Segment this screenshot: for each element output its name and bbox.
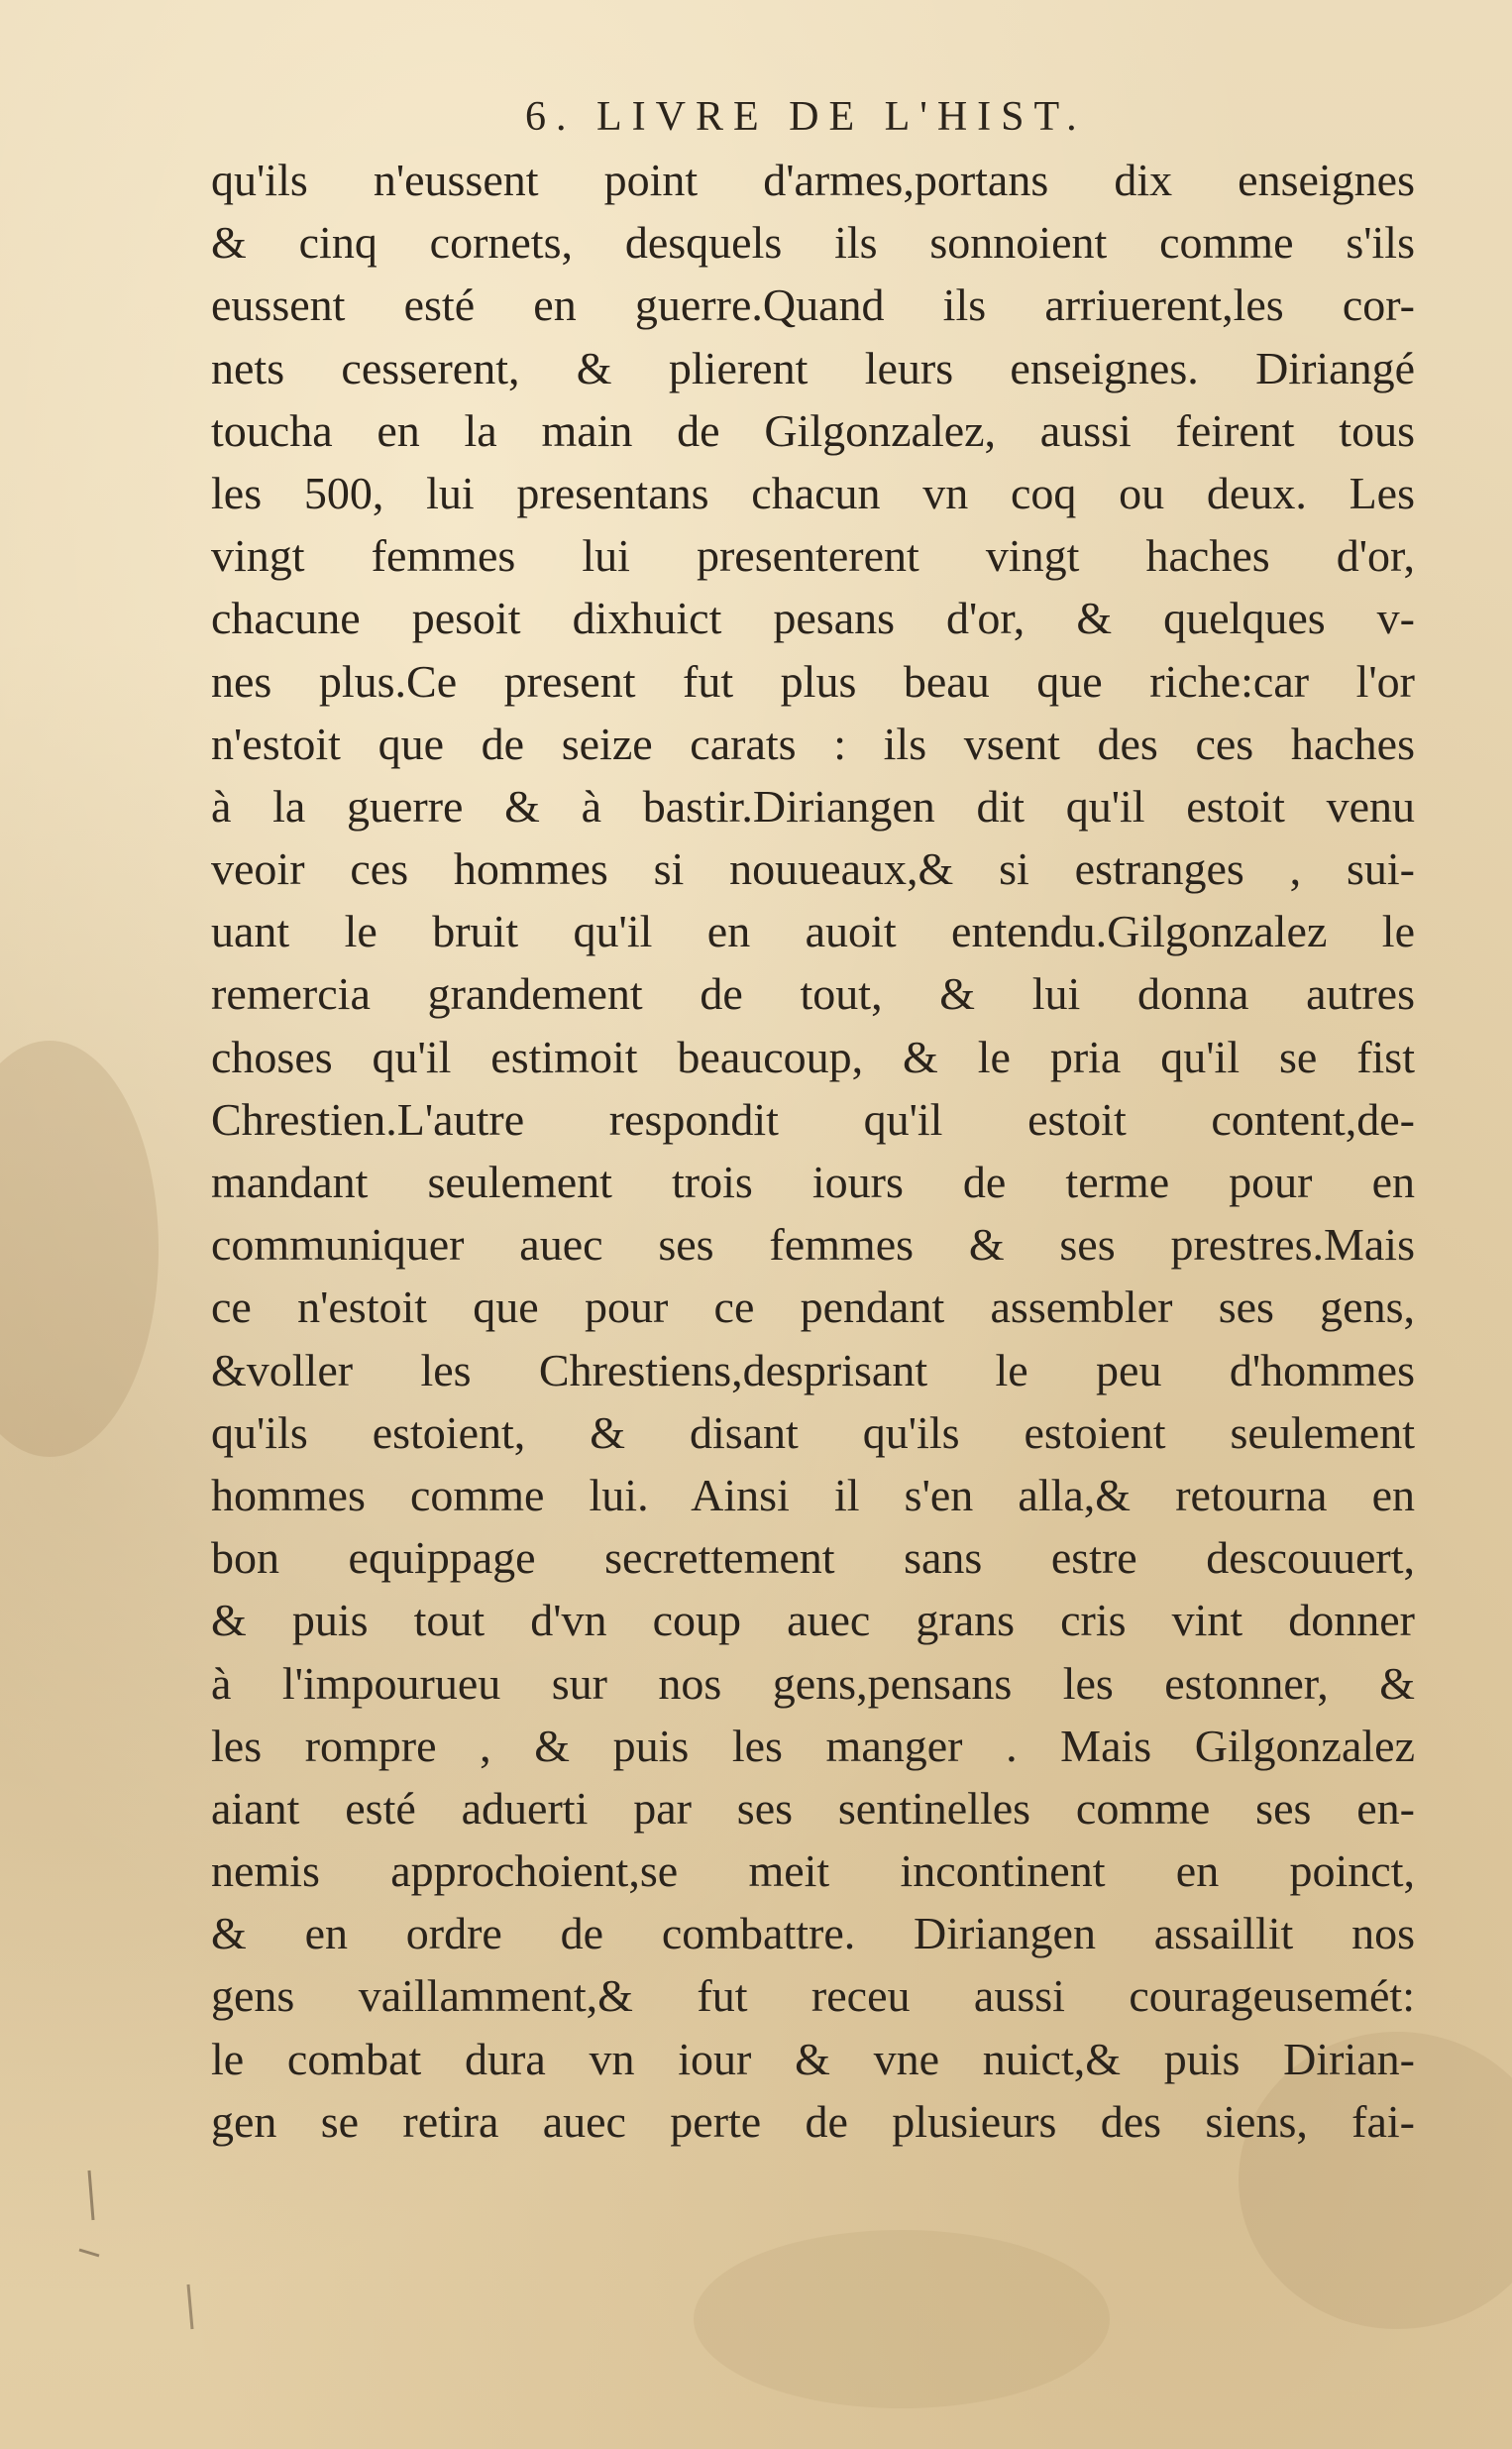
text-line: toucha en la main de Gilgonzalez, aussi feirent tous (211, 404, 1415, 456)
text-line: les 500, lui presentans chacun vn coq ou deux. Les (211, 467, 1415, 518)
paper-stain (694, 2230, 1110, 2408)
text-line: ce n'estoit que pour ce pendant assembler ses gens, (211, 1281, 1415, 1333)
text-line: &voller les Chrestiens,desprisant le peu d'hommes (211, 1344, 1415, 1395)
text-line: n'estoit que de seize carats : ils vsent des ces haches (211, 718, 1415, 769)
text-line: uant le bruit qu'il en auoit entendu.Gilgonzalez le (211, 906, 1415, 957)
text-line: & en ordre de combattre. Diriangen assaillit nos (211, 1908, 1415, 1959)
text-line: Chrestien.L'autre respondit qu'il estoit content,de- (211, 1093, 1415, 1145)
text-line: qu'ils estoient, & disant qu'ils estoient seulement (211, 1406, 1415, 1458)
text-line: remercia grandement de tout, & lui donna autres (211, 968, 1415, 1020)
text-line: nemis approchoient,se meit incontinent en poinct, (211, 1845, 1415, 1897)
text-line: mandant seulement trois iours de terme pour en (211, 1157, 1415, 1207)
text-line: hommes comme lui. Ainsi il s'en alla,& retourna en (211, 1469, 1415, 1520)
text-line: veoir ces hommes si nouueaux,& si estranges , sui- (211, 843, 1415, 895)
text-line: nets cesserent, & plierent leurs enseignes. Diriangé (211, 342, 1415, 393)
text-line: nes plus.Ce present fut plus beau que riche:car l'or (211, 655, 1415, 707)
text-line: les rompre , & puis les manger . Mais Gilgonzalez (211, 1720, 1415, 1771)
text-line: vingt femmes lui presenterent vingt haches d'or, (211, 530, 1415, 582)
text-line: bon equippage secrettement sans estre descouuert, (211, 1532, 1415, 1584)
text-line: le combat dura vn iour & vne nuict,& puis Dirian- (211, 2033, 1415, 2084)
running-head: 6. LIVRE DE L'HIST. (525, 94, 1087, 140)
text-line: communiquer auec ses femmes & ses prestres.Mais (211, 1219, 1415, 1271)
text-line: gens vaillamment,& fut receu aussi courageusemét: (211, 1970, 1415, 2022)
text-line: & cinq cornets, desquels ils sonnoient comme s'ils (211, 217, 1415, 269)
margin-scribble (168, 2280, 208, 2339)
text-line: eussent esté en guerre.Quand ils arriuerent,les cor- (211, 279, 1415, 331)
text-line: qu'ils n'eussent point d'armes,portans dix enseignes (211, 155, 1415, 205)
text-line: & puis tout d'vn coup auec grans cris vint donner (211, 1595, 1415, 1646)
paper-stain (0, 1041, 159, 1457)
text-block (211, 149, 1415, 2153)
text-line: choses qu'il estimoit beaucoup, & le pria qu'il se fist (211, 1031, 1415, 1082)
margin-scribble (59, 2161, 119, 2280)
text-line: à la guerre & à bastir.Diriangen dit qu'il estoit venu (211, 780, 1415, 832)
text-line: chacune pesoit dixhuict pesans d'or, & quelques v- (211, 593, 1415, 644)
text-line: aiant esté aduerti par ses sentinelles comme ses en- (211, 1782, 1415, 1834)
text-line: à l'impourueu sur nos gens,pensans les estonner, & (211, 1657, 1415, 1709)
text-line: gen se retira auec perte de plusieurs des siens, fai- (211, 2095, 1415, 2147)
